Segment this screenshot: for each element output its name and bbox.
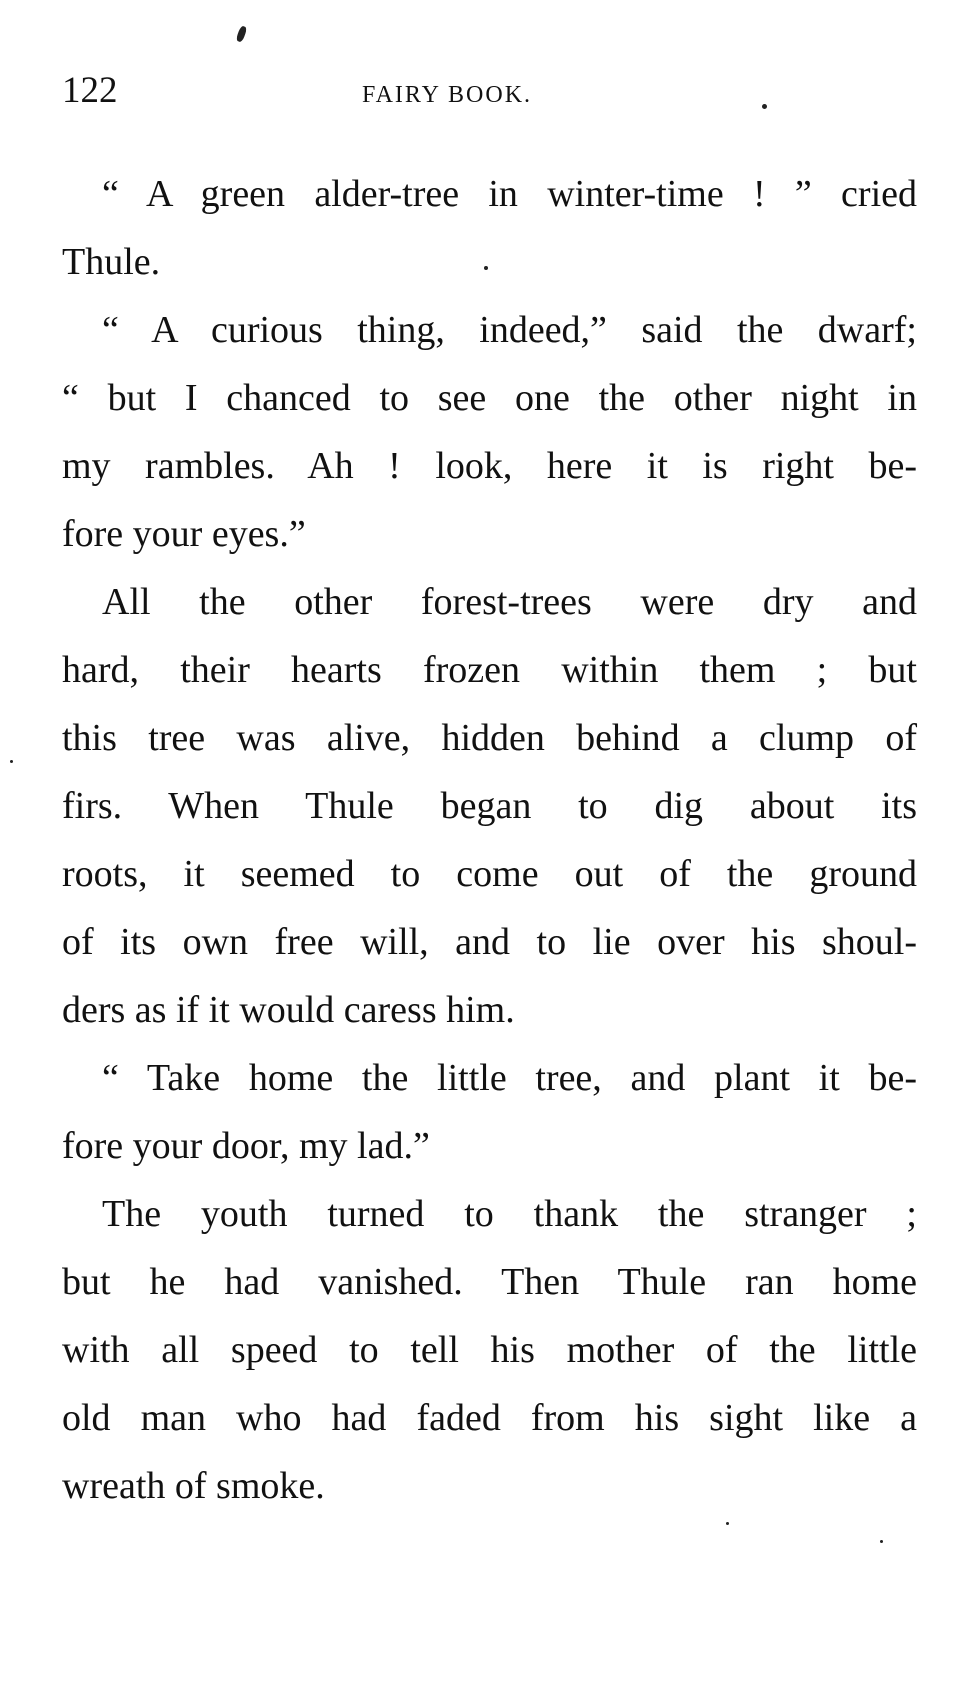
body-text (62, 160, 917, 1520)
text-line: my rambles. Ah ! look, here it is right be- (62, 445, 917, 487)
text-line: fore your eyes.” (62, 513, 306, 555)
text-line: with all speed to tell his mother of the little (62, 1329, 917, 1371)
text-line: but he had vanished. Then Thule ran home (62, 1261, 917, 1303)
text-line: “ A curious thing, indeed,” said the dwarf; (102, 309, 917, 351)
text-line: All the other forest-trees were dry and (102, 581, 917, 623)
text-line: “ A green alder-tree in winter-time ! ” cried (102, 173, 917, 215)
text-line: Thule. (62, 241, 161, 283)
page-header (62, 66, 912, 116)
text-line: old man who had faded from his sight like a (62, 1397, 917, 1439)
text-line: wreath of smoke. (62, 1465, 325, 1507)
text-line: hard, their hearts frozen within them ; but (62, 649, 917, 691)
running-head: FAIRY BOOK. (362, 82, 533, 108)
page-number: 122 (62, 70, 118, 111)
text-line: The youth turned to thank the stranger ; (102, 1193, 917, 1235)
paragraph (62, 1180, 917, 1520)
paragraph (62, 568, 917, 1044)
text-line: this tree was alive, hidden behind a clump of (62, 717, 917, 759)
paragraph (62, 1044, 917, 1180)
text-line: of its own free will, and to lie over his shoul- (62, 921, 917, 963)
text-line: ders as if it would caress him. (62, 989, 515, 1031)
paragraph (62, 160, 917, 296)
text-line: roots, it seemed to come out of the ground (62, 853, 917, 895)
text-line: “ Take home the little tree, and plant it be- (102, 1057, 917, 1099)
text-line: “ but I chanced to see one the other night in (62, 377, 917, 419)
text-line: fore your door, my lad.” (62, 1125, 430, 1167)
paragraph (62, 296, 917, 568)
text-line: firs. When Thule began to dig about its (62, 785, 917, 827)
